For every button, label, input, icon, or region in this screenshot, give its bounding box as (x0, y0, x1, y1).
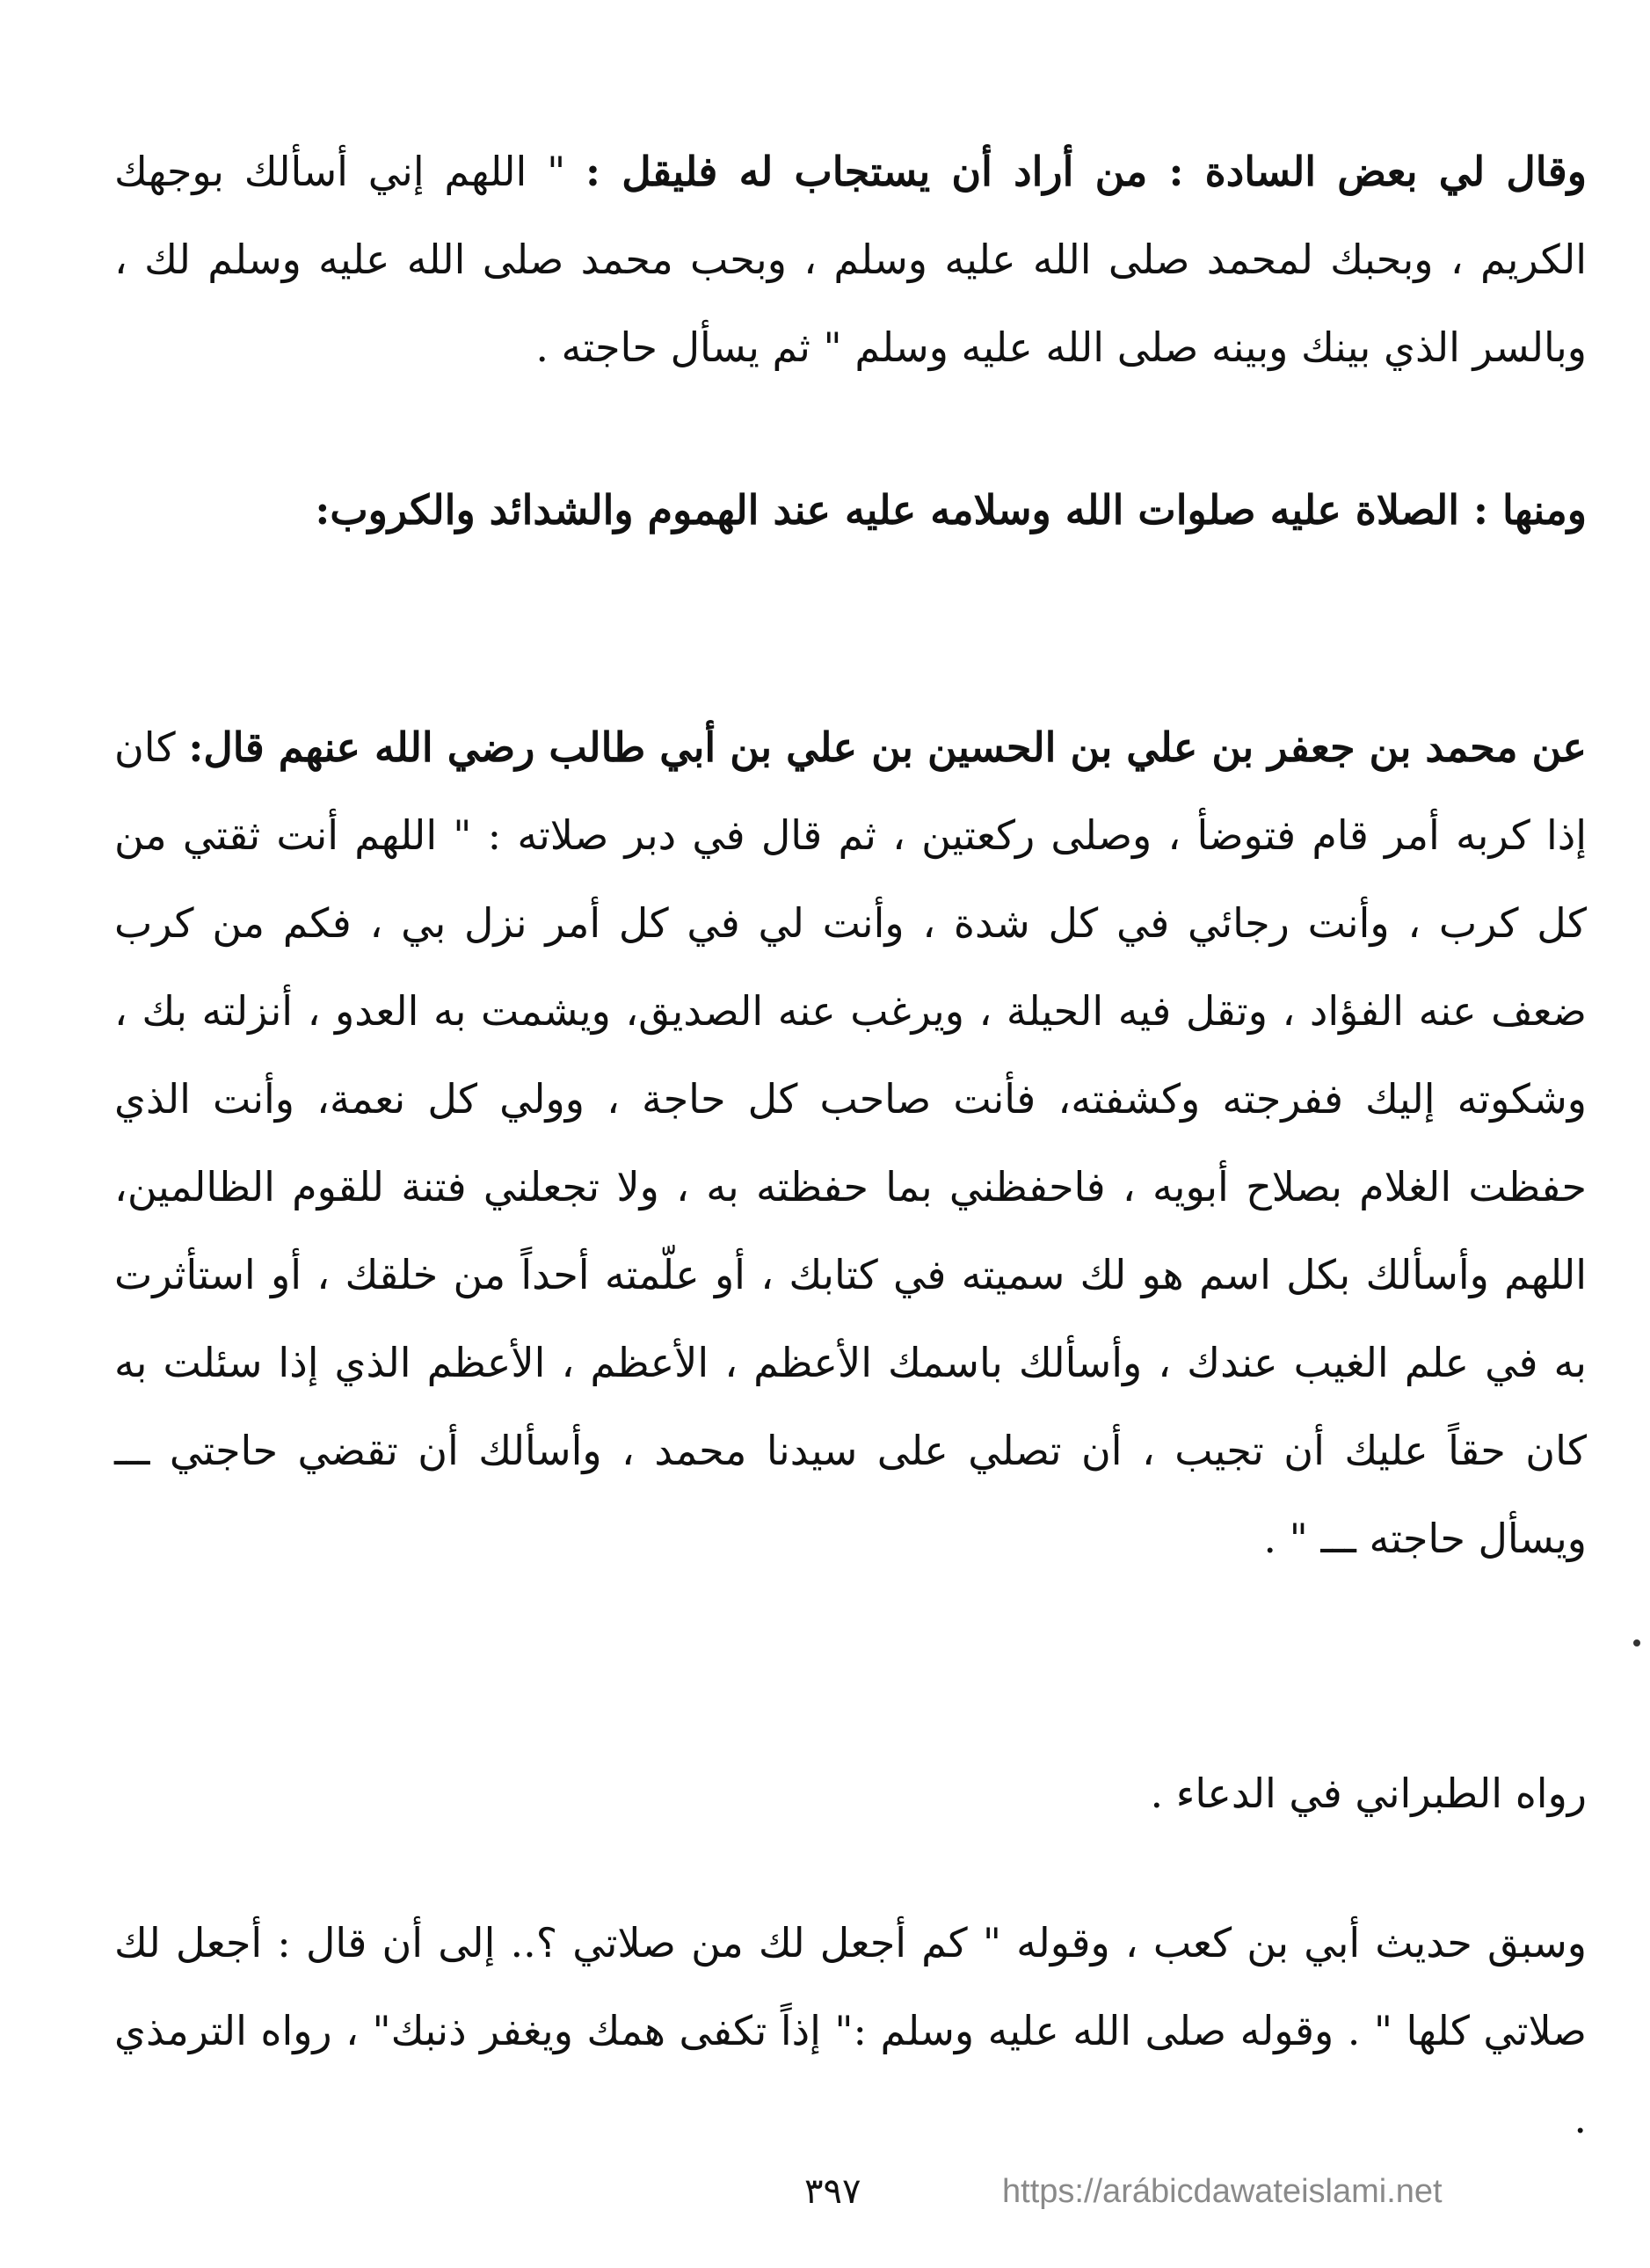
website-watermark: https://arábicdawateislami.net (1002, 2173, 1443, 2210)
paragraph-text: وسبق حديث أبي بن كعب ، وقوله " كم أجعل لك من صلاتي ؟.. إلى أن قال : أجعل لك صلاتي كلها " . وقوله صلى الله عليه وسلم :" إذاً تكفى همك ويغفر ذنبك" ، رواه الترمذي . (114, 1919, 1587, 2142)
hadith-source (114, 1749, 1587, 1837)
section-heading-text: ومنها : الصلاة عليه صلوات الله وسلامه عليه عند الهموم والشدائد والكروب: (315, 486, 1587, 534)
paragraph-body (114, 127, 1587, 391)
section-heading (114, 466, 1587, 554)
page-number: ٣٩٧ (804, 2171, 861, 2212)
paragraph-intro-dua (114, 127, 1587, 391)
paragraph-body (114, 703, 1587, 1582)
paragraph-lead-bold: عن محمد بن جعفر بن علي بن الحسين بن علي بن أبي طالب رضي الله عنهم قال: (188, 723, 1587, 771)
paragraph-ubayy-hadith (114, 1899, 1587, 2163)
paragraph-text: كان إذا كربه أمر قام فتوضأ ، وصلى ركعتين ، ثم قال في دبر صلاته : " اللهم أنت ثقتي من كل كرب ، وأنت رجائي في كل شدة ، وأنت لي في كل أمر نزل بي ، فكم من كرب ضعف عنه الفؤاد ، وتقل فيه الحيلة ، ويرغب عنه الصديق، ويشمت به العدو ، أنزلته بك ، وشكوته إليك ففرجته وكشفته، فأنت صاحب كل حاجة ، وولي كل نعمة، وأنت الذي حفظت الغلام بصلاح أبويه ، فاحفظني بما حفظته به ، ولا تجعلني فتنة للقوم الظالمين، اللهم وأسألك بكل اسم هو لك سميته في كتابك ، أو علّمته أحداً من خلقك ، أو استأثرت به في علم الغيب عندك ، وأسألك باسمك الأعظم ، الأعظم ، الأعظم الذي إذا سئلت به كان حقاً عليك أن تجيب ، أن تصلي على سيدنا محمد ، وأسألك أن تقضي حاجتي ـــ ويسأل حاجته ـــ " . (114, 723, 1587, 1562)
paragraph-lead-bold: وقال لي بعض السادة : من أراد أن يستجاب له فليقل : (585, 148, 1587, 195)
margin-dot (1633, 1639, 1640, 1646)
paragraph-hadith (114, 703, 1587, 1582)
paragraph-text: " اللهم إني أسألك بوجهك الكريم ، وبحبك لمحمد صلى الله عليه وسلم ، وبحب محمد صلى الله عليه وسلم لك ، وبالسر الذي بينك وبينه صلى الله عليه وسلم " ثم يسأل حاجته . (114, 148, 1587, 371)
hadith-source-text: رواه الطبراني في الدعاء . (1150, 1770, 1587, 1817)
